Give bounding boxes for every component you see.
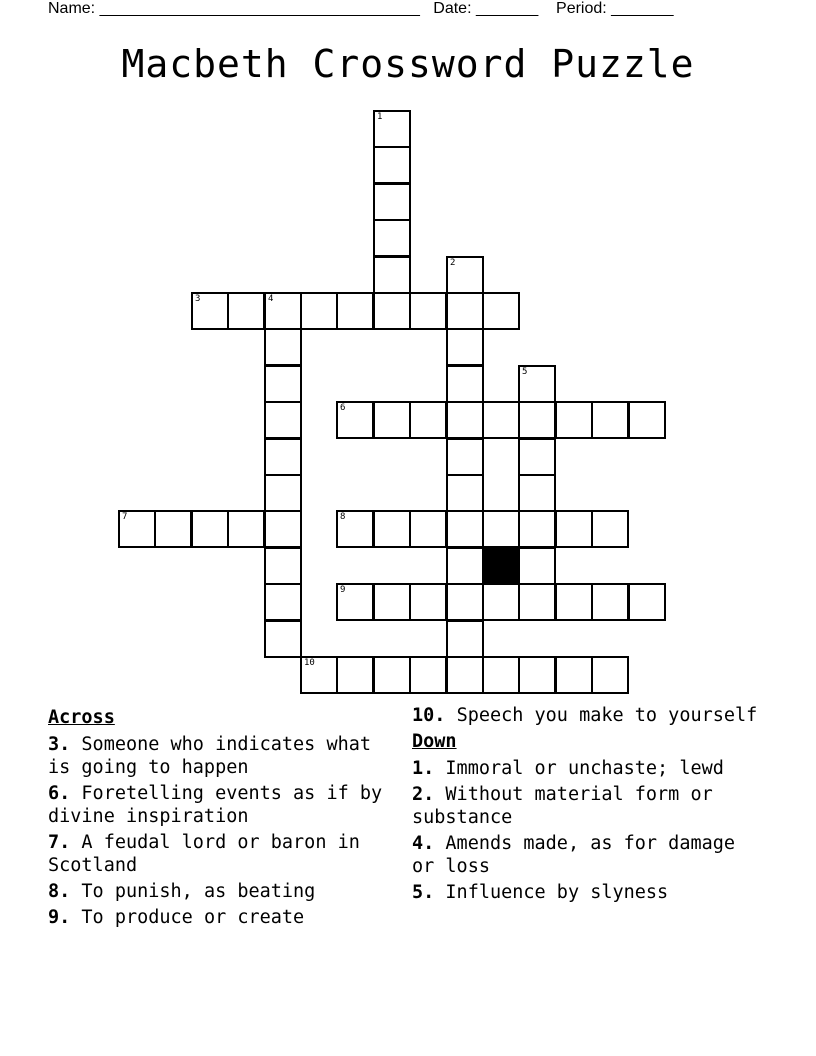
crossword-cell[interactable] bbox=[518, 401, 556, 439]
crossword-cell[interactable] bbox=[446, 438, 484, 476]
crossword-cell[interactable] bbox=[409, 401, 447, 439]
crossword-cell[interactable] bbox=[446, 401, 484, 439]
down-heading: Down bbox=[412, 731, 457, 752]
crossword-cell[interactable] bbox=[591, 583, 629, 621]
cell-number: 1 bbox=[377, 112, 383, 122]
crossword-cell[interactable] bbox=[264, 474, 302, 512]
cell-number: 3 bbox=[195, 294, 201, 304]
crossword-cell[interactable] bbox=[482, 656, 520, 694]
crossword-cell[interactable] bbox=[118, 510, 156, 548]
clue-across-6: 6. Foretelling events as if by divine inspiration bbox=[48, 783, 383, 827]
crossword-cell[interactable] bbox=[373, 583, 411, 621]
cell-number: 4 bbox=[268, 294, 274, 304]
crossword-cell[interactable] bbox=[555, 401, 593, 439]
crossword-cell[interactable] bbox=[518, 583, 556, 621]
black-cell bbox=[482, 547, 520, 585]
crossword-cell[interactable] bbox=[154, 510, 192, 548]
crossword-cell[interactable] bbox=[373, 292, 411, 330]
clue-down-1: 1. Immoral or unchaste; lewd bbox=[412, 758, 724, 779]
crossword-cell[interactable] bbox=[336, 292, 374, 330]
cell-number: 9 bbox=[340, 585, 346, 595]
crossword-cell[interactable] bbox=[409, 510, 447, 548]
across-heading: Across bbox=[48, 707, 115, 728]
date-field[interactable]: Date: _______ bbox=[433, 0, 539, 17]
crossword-cell[interactable] bbox=[373, 256, 411, 294]
crossword-cell[interactable] bbox=[628, 583, 666, 621]
crossword-cell[interactable] bbox=[264, 583, 302, 621]
crossword-cell[interactable] bbox=[373, 183, 411, 221]
crossword-cell[interactable] bbox=[482, 583, 520, 621]
cell-number: 2 bbox=[450, 258, 456, 268]
crossword-cell[interactable] bbox=[446, 656, 484, 694]
crossword-cell[interactable] bbox=[446, 365, 484, 403]
crossword-cell[interactable] bbox=[373, 656, 411, 694]
crossword-cell[interactable] bbox=[227, 510, 265, 548]
crossword-cell[interactable] bbox=[264, 620, 302, 658]
clue-across-3: 3. Someone who indicates what is going to happen bbox=[48, 734, 372, 778]
crossword-cell[interactable] bbox=[373, 510, 411, 548]
crossword-cell[interactable] bbox=[336, 510, 374, 548]
crossword-cell[interactable] bbox=[373, 146, 411, 184]
crossword-cell[interactable] bbox=[409, 656, 447, 694]
crossword-cell[interactable] bbox=[264, 438, 302, 476]
crossword-cell[interactable] bbox=[300, 292, 338, 330]
crossword-cell[interactable] bbox=[518, 656, 556, 694]
cell-number: 10 bbox=[304, 658, 315, 668]
crossword-cell[interactable] bbox=[555, 510, 593, 548]
cell-number: 7 bbox=[122, 512, 128, 522]
clue-down-2: 2. Without material form or substance bbox=[412, 784, 713, 828]
page-title: Macbeth Crossword Puzzle bbox=[121, 42, 695, 86]
crossword-cell[interactable] bbox=[264, 547, 302, 585]
clues-right-column bbox=[412, 704, 762, 907]
cell-number: 5 bbox=[522, 367, 528, 377]
crossword-cell[interactable] bbox=[482, 401, 520, 439]
crossword-cell[interactable] bbox=[446, 583, 484, 621]
crossword-cell[interactable] bbox=[591, 656, 629, 694]
crossword-cell[interactable] bbox=[264, 365, 302, 403]
period-field[interactable]: Period: _______ bbox=[556, 0, 674, 17]
crossword-cell[interactable] bbox=[336, 401, 374, 439]
crossword-cell[interactable] bbox=[446, 620, 484, 658]
crossword-cell[interactable] bbox=[482, 510, 520, 548]
crossword-cell[interactable] bbox=[446, 510, 484, 548]
crossword-cell[interactable] bbox=[373, 219, 411, 257]
crossword-cell[interactable] bbox=[518, 365, 556, 403]
crossword-cell[interactable] bbox=[409, 292, 447, 330]
crossword-cell[interactable] bbox=[518, 438, 556, 476]
crossword-cell[interactable] bbox=[446, 474, 484, 512]
crossword-cell[interactable] bbox=[446, 328, 484, 366]
clue-down-4: 4. Amends made, as for damage or loss bbox=[412, 833, 736, 877]
crossword-cell[interactable] bbox=[264, 401, 302, 439]
crossword-cell[interactable] bbox=[591, 510, 629, 548]
crossword-cell[interactable] bbox=[591, 401, 629, 439]
crossword-cell[interactable] bbox=[264, 510, 302, 548]
crossword-cell[interactable] bbox=[336, 583, 374, 621]
crossword-cell[interactable] bbox=[555, 583, 593, 621]
clue-across-9: 9. To produce or create bbox=[48, 907, 305, 928]
crossword-cell[interactable] bbox=[409, 583, 447, 621]
crossword-cell[interactable] bbox=[518, 547, 556, 585]
crossword-cell[interactable] bbox=[191, 510, 229, 548]
crossword-cell[interactable] bbox=[373, 110, 411, 148]
crossword-cell[interactable] bbox=[518, 510, 556, 548]
crossword-cell[interactable] bbox=[227, 292, 265, 330]
clue-across-10: 10. Speech you make to yourself bbox=[412, 705, 758, 726]
cell-number: 8 bbox=[340, 512, 346, 522]
crossword-cell[interactable] bbox=[336, 656, 374, 694]
crossword-cell[interactable] bbox=[264, 292, 302, 330]
crossword-cell[interactable] bbox=[628, 401, 666, 439]
crossword-cell[interactable] bbox=[300, 656, 338, 694]
crossword-cell[interactable] bbox=[373, 401, 411, 439]
clues-left-column bbox=[48, 704, 398, 932]
cell-number: 6 bbox=[340, 403, 346, 413]
crossword-cell[interactable] bbox=[555, 656, 593, 694]
crossword-cell[interactable] bbox=[482, 292, 520, 330]
crossword-cell[interactable] bbox=[446, 547, 484, 585]
crossword-cell[interactable] bbox=[446, 256, 484, 294]
crossword-cell[interactable] bbox=[264, 328, 302, 366]
name-field[interactable]: Name: ____________________________________ bbox=[48, 0, 420, 17]
crossword-cell[interactable] bbox=[446, 292, 484, 330]
clue-across-7: 7. A feudal lord or baron in Scotland bbox=[48, 832, 360, 876]
clue-across-8: 8. To punish, as beating bbox=[48, 881, 316, 902]
crossword-cell[interactable] bbox=[518, 474, 556, 512]
clue-down-5: 5. Influence by slyness bbox=[412, 882, 669, 903]
crossword-cell[interactable] bbox=[191, 292, 229, 330]
